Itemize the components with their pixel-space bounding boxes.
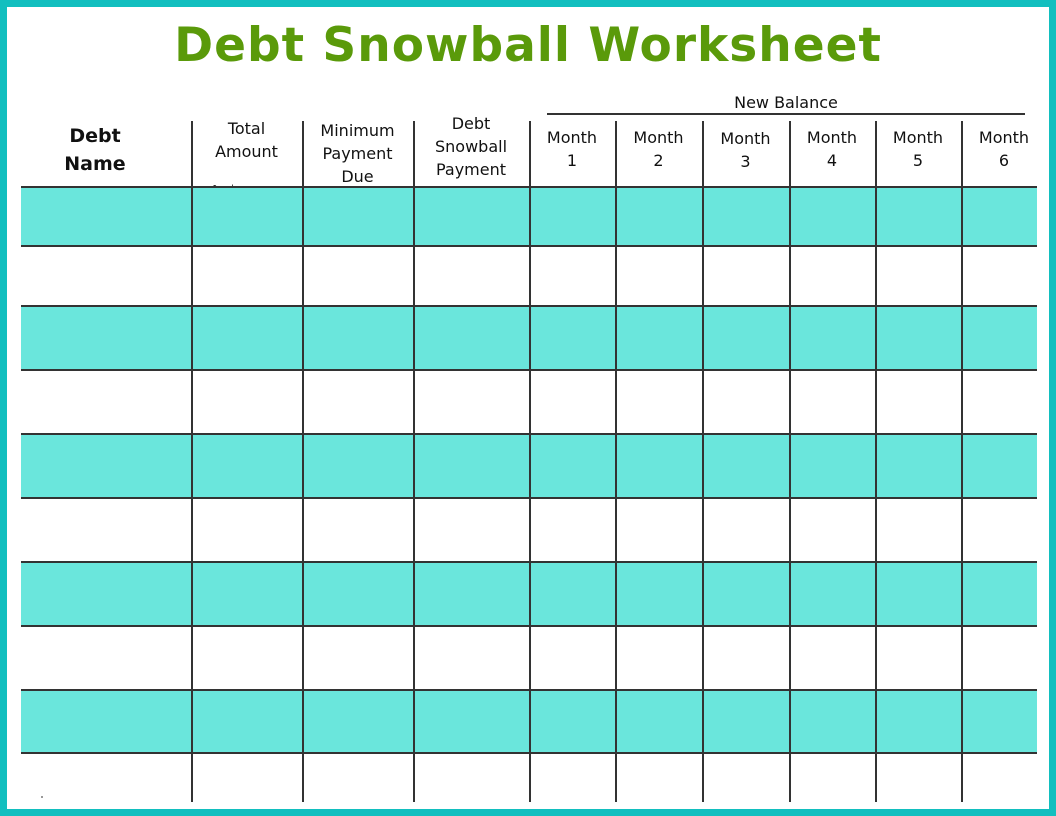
table-cell[interactable] bbox=[302, 369, 413, 433]
table-cell[interactable] bbox=[191, 497, 302, 561]
table-cell[interactable] bbox=[961, 433, 1037, 497]
table-cell[interactable] bbox=[875, 305, 961, 369]
table-cell[interactable] bbox=[21, 561, 191, 625]
column-divider bbox=[961, 121, 963, 802]
table-cell[interactable] bbox=[529, 497, 615, 561]
table-cell[interactable] bbox=[191, 245, 302, 305]
column-divider bbox=[413, 121, 415, 802]
header-minimum-payment-line: Minimum bbox=[320, 121, 395, 140]
table-cell[interactable] bbox=[702, 625, 789, 689]
table-cell[interactable] bbox=[302, 561, 413, 625]
table-cell[interactable] bbox=[21, 689, 191, 752]
table-cell[interactable] bbox=[413, 245, 529, 305]
table-cell[interactable] bbox=[529, 689, 615, 752]
header-snowball-payment bbox=[413, 112, 529, 181]
table-cell[interactable] bbox=[529, 186, 615, 245]
table-cell[interactable] bbox=[529, 305, 615, 369]
table-cell[interactable] bbox=[961, 497, 1037, 561]
table-cell[interactable] bbox=[529, 561, 615, 625]
table-cell[interactable] bbox=[615, 689, 702, 752]
table-cell[interactable] bbox=[615, 245, 702, 305]
table-cell[interactable] bbox=[875, 625, 961, 689]
header-month-3 bbox=[702, 127, 789, 173]
header-minimum-payment-line: Payment bbox=[322, 144, 393, 163]
header-month-label: Month bbox=[633, 128, 684, 147]
table-cell[interactable] bbox=[702, 305, 789, 369]
table-cell[interactable] bbox=[21, 186, 191, 245]
header-month-number: 5 bbox=[912, 151, 924, 170]
header-month-5 bbox=[875, 126, 961, 172]
table-cell[interactable] bbox=[529, 433, 615, 497]
header-month-4 bbox=[789, 126, 875, 172]
table-cell[interactable] bbox=[702, 497, 789, 561]
table-cell[interactable] bbox=[21, 305, 191, 369]
header-month-2 bbox=[615, 126, 702, 172]
page-title: Debt Snowball Worksheet bbox=[174, 18, 882, 73]
table-cell[interactable] bbox=[615, 497, 702, 561]
new-balance-label: New Balance bbox=[734, 93, 838, 112]
column-divider bbox=[529, 121, 531, 802]
column-divider bbox=[615, 121, 617, 802]
table-cell[interactable] bbox=[961, 186, 1037, 245]
table-cell[interactable] bbox=[961, 752, 1037, 802]
header-snowball-payment-line: Payment bbox=[435, 160, 507, 179]
column-divider bbox=[789, 121, 791, 802]
header-month-number: 4 bbox=[826, 151, 838, 170]
table-cell[interactable] bbox=[21, 245, 191, 305]
table-cell[interactable] bbox=[302, 245, 413, 305]
table-cell[interactable] bbox=[191, 186, 302, 245]
header-minimum-payment bbox=[302, 119, 413, 188]
table-cell[interactable] bbox=[529, 625, 615, 689]
table-cell[interactable] bbox=[302, 186, 413, 245]
table-cell[interactable] bbox=[302, 305, 413, 369]
table-cell[interactable] bbox=[615, 305, 702, 369]
table-cell[interactable] bbox=[789, 305, 875, 369]
table-cell[interactable] bbox=[875, 689, 961, 752]
table-cell[interactable] bbox=[21, 752, 191, 802]
table-cell[interactable] bbox=[961, 369, 1037, 433]
table-cell[interactable] bbox=[615, 186, 702, 245]
table-cell[interactable] bbox=[789, 186, 875, 245]
table-cell[interactable] bbox=[702, 561, 789, 625]
table-cell[interactable] bbox=[191, 305, 302, 369]
table-cell[interactable] bbox=[413, 186, 529, 245]
table-cell[interactable] bbox=[875, 433, 961, 497]
table-cell[interactable] bbox=[413, 305, 529, 369]
table-cell[interactable] bbox=[21, 625, 191, 689]
table-cell[interactable] bbox=[413, 625, 529, 689]
header-month-number: 3 bbox=[740, 152, 751, 171]
header-month-6 bbox=[961, 126, 1047, 172]
table-cell[interactable] bbox=[702, 369, 789, 433]
table-cell[interactable] bbox=[875, 752, 961, 802]
table-cell[interactable] bbox=[302, 497, 413, 561]
table-cell[interactable] bbox=[961, 245, 1037, 305]
new-balance-underline bbox=[547, 113, 1025, 115]
table-cell[interactable] bbox=[789, 625, 875, 689]
table-cell[interactable] bbox=[615, 369, 702, 433]
column-divider bbox=[875, 121, 877, 802]
table-cell[interactable] bbox=[413, 497, 529, 561]
table-cell[interactable] bbox=[615, 752, 702, 802]
table-cell[interactable] bbox=[529, 245, 615, 305]
table-cell[interactable] bbox=[875, 186, 961, 245]
table-cell[interactable] bbox=[961, 305, 1037, 369]
table-cell[interactable] bbox=[789, 497, 875, 561]
table-cell[interactable] bbox=[875, 561, 961, 625]
table-cell[interactable] bbox=[191, 752, 302, 802]
table-cell[interactable] bbox=[191, 625, 302, 689]
table-cell[interactable] bbox=[21, 497, 191, 561]
table-cell[interactable] bbox=[191, 369, 302, 433]
header-month-label: Month bbox=[720, 129, 771, 148]
table-cell[interactable] bbox=[961, 625, 1037, 689]
table-cell[interactable] bbox=[702, 689, 789, 752]
table-cell[interactable] bbox=[789, 561, 875, 625]
table-cell[interactable] bbox=[875, 245, 961, 305]
table-cell[interactable] bbox=[302, 625, 413, 689]
table-cell[interactable] bbox=[302, 433, 413, 497]
table-cell[interactable] bbox=[191, 689, 302, 752]
table-cell[interactable] bbox=[21, 433, 191, 497]
column-divider bbox=[191, 121, 193, 802]
table-cell[interactable] bbox=[191, 561, 302, 625]
table-cell[interactable] bbox=[702, 433, 789, 497]
header-total-amount-line: Total bbox=[227, 119, 266, 138]
table-cell[interactable] bbox=[875, 497, 961, 561]
header-month-number: 1 bbox=[566, 151, 578, 170]
header-debt-name-line: Debt bbox=[69, 125, 121, 147]
header-month-number: 2 bbox=[653, 151, 664, 170]
header-total-amount bbox=[191, 117, 302, 163]
table-cell[interactable] bbox=[302, 689, 413, 752]
corner-mark bbox=[41, 796, 43, 798]
header-snowball-payment-line: Snowball bbox=[434, 137, 508, 156]
table-cell[interactable] bbox=[615, 433, 702, 497]
table-cell[interactable] bbox=[413, 433, 529, 497]
table-cell[interactable] bbox=[302, 752, 413, 802]
table-cell[interactable] bbox=[789, 433, 875, 497]
table-cell[interactable] bbox=[529, 752, 615, 802]
table-cell[interactable] bbox=[413, 561, 529, 625]
header-snowball-payment-line: Debt bbox=[451, 114, 491, 133]
table-cell[interactable] bbox=[413, 689, 529, 752]
header-total-amount-line: Amount bbox=[215, 142, 278, 161]
header-month-label: Month bbox=[892, 128, 944, 147]
table-cell[interactable] bbox=[875, 369, 961, 433]
table-cell[interactable] bbox=[961, 561, 1037, 625]
header-month-label: Month bbox=[978, 128, 1030, 147]
table-cell[interactable] bbox=[789, 369, 875, 433]
table-cell[interactable] bbox=[191, 433, 302, 497]
table-cell[interactable] bbox=[413, 752, 529, 802]
table-cell[interactable] bbox=[961, 689, 1037, 752]
header-month-number: 6 bbox=[998, 151, 1010, 170]
header-debt-name-line: Name bbox=[64, 153, 126, 175]
table-cell[interactable] bbox=[21, 369, 191, 433]
table-cell[interactable] bbox=[702, 752, 789, 802]
header-debt-name bbox=[40, 122, 150, 178]
table-cell[interactable] bbox=[789, 752, 875, 802]
table-cell[interactable] bbox=[529, 369, 615, 433]
column-divider bbox=[302, 121, 304, 802]
header-month-label: Month bbox=[546, 128, 598, 147]
table-cell[interactable] bbox=[702, 186, 789, 245]
table-cell[interactable] bbox=[615, 561, 702, 625]
column-divider bbox=[702, 121, 704, 802]
header-month-label: Month bbox=[806, 128, 858, 147]
table-cell[interactable] bbox=[413, 369, 529, 433]
table-cell[interactable] bbox=[702, 245, 789, 305]
header-minimum-payment-line: Due bbox=[341, 167, 374, 186]
table-cell[interactable] bbox=[615, 625, 702, 689]
table-cell[interactable] bbox=[789, 689, 875, 752]
header-month-1 bbox=[529, 126, 615, 172]
table-cell[interactable] bbox=[789, 245, 875, 305]
